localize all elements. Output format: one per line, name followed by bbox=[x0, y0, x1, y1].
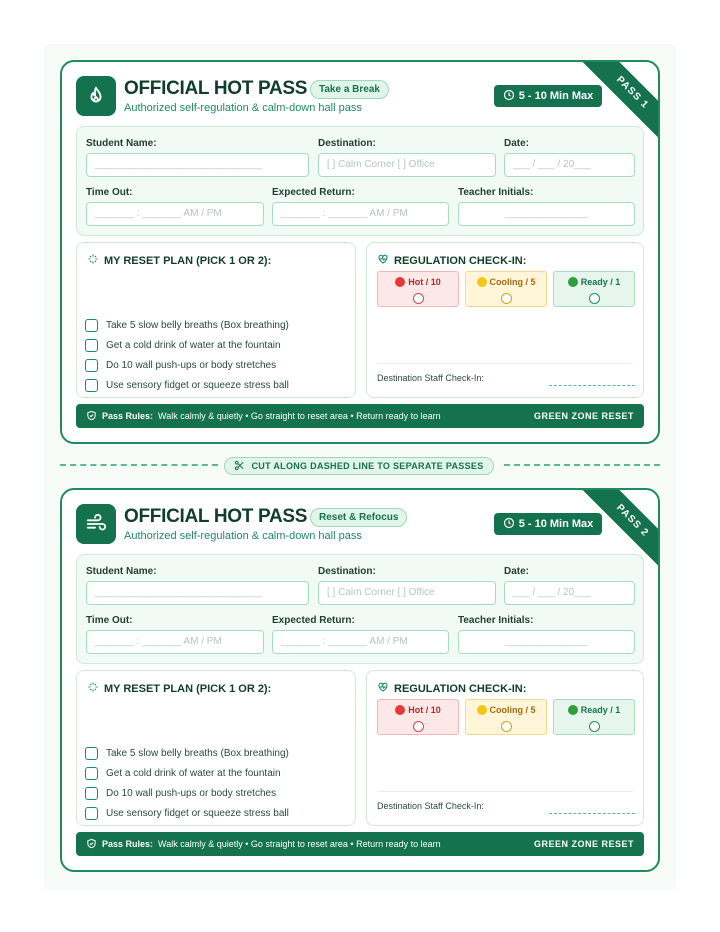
zone-cooling-radio[interactable] bbox=[501, 721, 512, 732]
checkin-title: REGULATION CHECK-IN: bbox=[394, 682, 527, 695]
reset-plan-card bbox=[76, 242, 356, 398]
student-name-label: Student Name: bbox=[86, 566, 157, 577]
flame-icon bbox=[76, 76, 116, 116]
staff-signature-line[interactable] bbox=[549, 385, 635, 386]
checkin-header bbox=[377, 253, 526, 268]
green-dot-icon bbox=[568, 705, 578, 715]
destination-field[interactable]: [ ] Calm Corner [ ] Office bbox=[318, 153, 496, 177]
cut-instruction-text: CUT ALONG DASHED LINE TO SEPARATE PASSES bbox=[251, 461, 484, 471]
destination-label: Destination: bbox=[318, 566, 376, 577]
list-item[interactable] bbox=[85, 783, 289, 803]
checkbox[interactable] bbox=[85, 807, 98, 820]
checkbox[interactable] bbox=[85, 319, 98, 332]
checkbox[interactable] bbox=[85, 379, 98, 392]
time-limit-text: 5 - 10 Min Max bbox=[518, 90, 594, 102]
expected-return-field[interactable]: _______ : _______ AM / PM bbox=[272, 202, 449, 226]
yellow-dot-icon bbox=[477, 277, 487, 287]
yellow-dot-icon bbox=[477, 705, 487, 715]
checkin-title: REGULATION CHECK-IN: bbox=[394, 254, 527, 267]
hot-pass-1 bbox=[60, 60, 660, 444]
zone-ready-radio[interactable] bbox=[589, 721, 600, 732]
zone-cooling-radio[interactable] bbox=[501, 293, 512, 304]
heart-pulse-icon bbox=[377, 681, 389, 696]
date-label: Date: bbox=[504, 566, 530, 577]
time-limit-badge bbox=[494, 85, 602, 107]
pass-rules-label: Pass Rules: bbox=[102, 839, 154, 849]
pass-rules-label: Pass Rules: bbox=[102, 411, 154, 421]
list-item-label: Use sensory fidget or squeeze stress ball bbox=[106, 379, 289, 391]
pass-number-label: PASS 1 bbox=[582, 62, 658, 138]
divider bbox=[377, 791, 633, 792]
zone-hot-radio[interactable] bbox=[413, 721, 424, 732]
pass-rules-bar bbox=[76, 404, 644, 428]
time-out-field[interactable]: _______ : _______ AM / PM bbox=[86, 630, 264, 654]
pass-title: OFFICIAL HOT PASS bbox=[124, 78, 308, 99]
zone-hot-label: Hot / 10 bbox=[408, 277, 441, 287]
student-name-field[interactable]: ______________________________ bbox=[86, 153, 309, 177]
destination-label: Destination: bbox=[318, 138, 376, 149]
staff-signature-line[interactable] bbox=[549, 813, 635, 814]
student-name-label: Student Name: bbox=[86, 138, 157, 149]
time-out-label: Time Out: bbox=[86, 187, 133, 198]
checkbox[interactable] bbox=[85, 339, 98, 352]
list-item-label: Do 10 wall push-ups or body stretches bbox=[106, 787, 277, 799]
shield-check-icon bbox=[86, 838, 97, 851]
zone-cooling[interactable] bbox=[465, 699, 547, 735]
zone-ready-label: Ready / 1 bbox=[580, 277, 621, 287]
staff-checkin-label: Destination Staff Check-In: bbox=[377, 801, 484, 811]
pass-rules-text: Walk calmly & quietly • Go straight to reset area • Return ready to learn bbox=[158, 839, 441, 849]
date-label: Date: bbox=[504, 138, 530, 149]
zone-cooling-label: Cooling / 5 bbox=[489, 705, 536, 715]
sparkle-icon bbox=[87, 253, 99, 268]
reset-plan-title: MY RESET PLAN (PICK 1 OR 2): bbox=[104, 254, 272, 267]
clock-icon bbox=[503, 89, 515, 104]
list-item-label: Get a cold drink of water at the fountain bbox=[106, 767, 281, 779]
expected-return-label: Expected Return: bbox=[272, 187, 355, 198]
red-dot-icon bbox=[395, 277, 405, 287]
student-name-field[interactable]: ______________________________ bbox=[86, 581, 309, 605]
checkbox[interactable] bbox=[85, 787, 98, 800]
green-zone-tag: GREEN ZONE RESET bbox=[533, 411, 634, 421]
zone-options bbox=[377, 271, 635, 307]
cut-line-right bbox=[504, 464, 660, 466]
list-item[interactable] bbox=[85, 335, 289, 355]
pass-number-label: PASS 2 bbox=[582, 490, 658, 566]
pass-tag: Take a Break bbox=[310, 80, 389, 99]
reset-plan-list bbox=[85, 315, 289, 395]
destination-field[interactable]: [ ] Calm Corner [ ] Office bbox=[318, 581, 496, 605]
zone-ready[interactable] bbox=[553, 699, 635, 735]
time-limit-badge bbox=[494, 513, 602, 535]
list-item[interactable] bbox=[85, 355, 289, 375]
checkin-header bbox=[377, 681, 526, 696]
list-item-label: Do 10 wall push-ups or body stretches bbox=[106, 359, 277, 371]
pass-tag: Reset & Refocus bbox=[310, 508, 407, 527]
zone-cooling-label: Cooling / 5 bbox=[489, 277, 536, 287]
sparkle-icon bbox=[87, 681, 99, 696]
regulation-checkin-card bbox=[366, 242, 644, 398]
list-item-label: Use sensory fidget or squeeze stress ball bbox=[106, 807, 289, 819]
list-item[interactable] bbox=[85, 315, 289, 335]
zone-options bbox=[377, 699, 635, 735]
reset-plan-list bbox=[85, 743, 289, 823]
checkbox[interactable] bbox=[85, 767, 98, 780]
zone-ready-label: Ready / 1 bbox=[580, 705, 621, 715]
red-dot-icon bbox=[395, 705, 405, 715]
checkbox[interactable] bbox=[85, 359, 98, 372]
teacher-initials-label: Teacher Initials: bbox=[458, 187, 534, 198]
green-zone-tag: GREEN ZONE RESET bbox=[533, 839, 634, 849]
zone-hot-radio[interactable] bbox=[413, 293, 424, 304]
pass-title: OFFICIAL HOT PASS bbox=[124, 506, 308, 527]
hot-pass-2 bbox=[60, 488, 660, 872]
expected-return-label: Expected Return: bbox=[272, 615, 355, 626]
pass-form bbox=[76, 126, 644, 236]
scissors-icon bbox=[234, 460, 245, 473]
regulation-checkin-card bbox=[366, 670, 644, 826]
list-item[interactable] bbox=[85, 803, 289, 823]
zone-hot-label: Hot / 10 bbox=[408, 705, 441, 715]
pass-subtitle: Authorized self-regulation & calm-down hall pass bbox=[124, 102, 362, 114]
zone-hot[interactable] bbox=[377, 699, 459, 735]
checkbox[interactable] bbox=[85, 747, 98, 760]
cut-instruction bbox=[224, 457, 494, 475]
zone-cooling[interactable] bbox=[465, 271, 547, 307]
clock-icon bbox=[503, 517, 515, 532]
pass-rules-bar bbox=[76, 832, 644, 856]
list-item[interactable] bbox=[85, 743, 289, 763]
list-item-label: Take 5 slow belly breaths (Box breathing) bbox=[106, 319, 289, 331]
expected-return-field[interactable]: _______ : _______ AM / PM bbox=[272, 630, 449, 654]
zone-hot[interactable] bbox=[377, 271, 459, 307]
pass-form bbox=[76, 554, 644, 664]
list-item-label: Take 5 slow belly breaths (Box breathing) bbox=[106, 747, 289, 759]
date-field[interactable]: ___ / ___ / 20___ bbox=[504, 581, 635, 605]
pass-rules-text: Walk calmly & quietly • Go straight to reset area • Return ready to learn bbox=[158, 411, 441, 421]
time-out-field[interactable]: _______ : _______ AM / PM bbox=[86, 202, 264, 226]
heart-pulse-icon bbox=[377, 253, 389, 268]
divider bbox=[377, 363, 633, 364]
zone-ready-radio[interactable] bbox=[589, 293, 600, 304]
reset-plan-card bbox=[76, 670, 356, 826]
zone-ready[interactable] bbox=[553, 271, 635, 307]
list-item-label: Get a cold drink of water at the fountain bbox=[106, 339, 281, 351]
reset-plan-header bbox=[87, 681, 271, 696]
list-item[interactable] bbox=[85, 375, 289, 395]
teacher-initials-field[interactable]: _______________ bbox=[458, 202, 635, 226]
green-dot-icon bbox=[568, 277, 578, 287]
teacher-initials-label: Teacher Initials: bbox=[458, 615, 534, 626]
staff-checkin-label: Destination Staff Check-In: bbox=[377, 373, 484, 383]
cut-line-left bbox=[60, 464, 218, 466]
pass-subtitle: Authorized self-regulation & calm-down hall pass bbox=[124, 530, 362, 542]
list-item[interactable] bbox=[85, 763, 289, 783]
time-out-label: Time Out: bbox=[86, 615, 133, 626]
wind-icon bbox=[76, 504, 116, 544]
reset-plan-header bbox=[87, 253, 271, 268]
date-field[interactable]: ___ / ___ / 20___ bbox=[504, 153, 635, 177]
teacher-initials-field[interactable]: _______________ bbox=[458, 630, 635, 654]
reset-plan-title: MY RESET PLAN (PICK 1 OR 2): bbox=[104, 682, 272, 695]
time-limit-text: 5 - 10 Min Max bbox=[518, 518, 594, 530]
shield-check-icon bbox=[86, 410, 97, 423]
